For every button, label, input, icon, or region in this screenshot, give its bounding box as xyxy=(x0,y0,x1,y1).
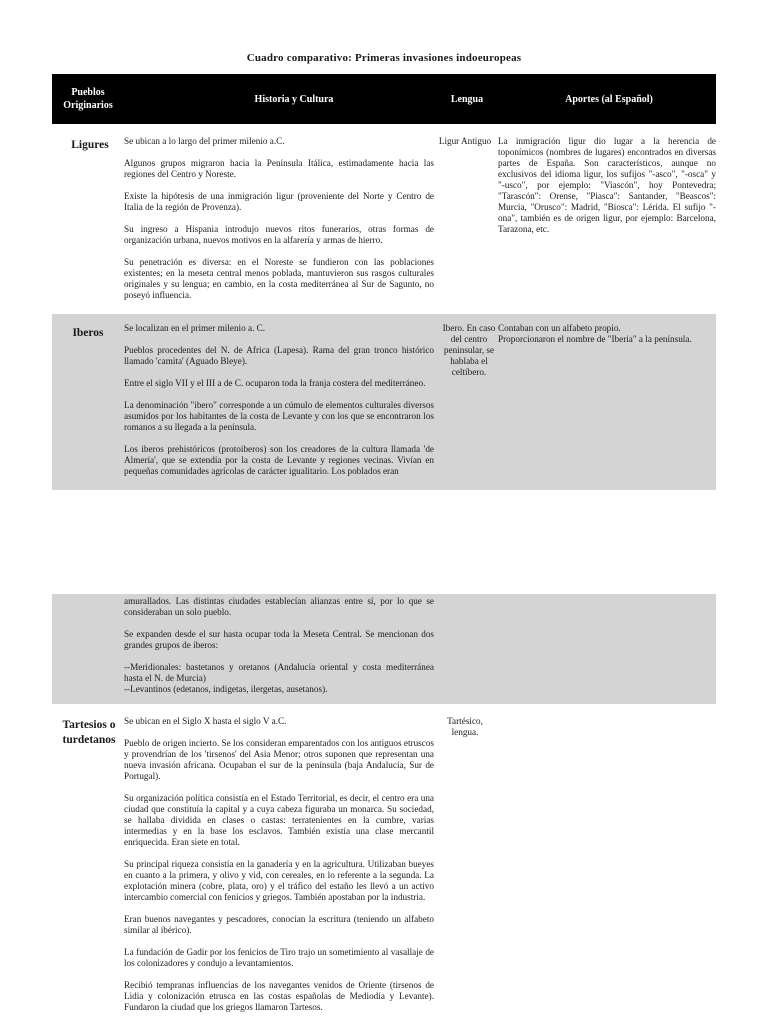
paragraph: Recibió tempranas influencias de los navegantes venidos de Oriente (tirsenos de Lidia y colonización etrusca en las costas españolas de Mediodía y Levante). Fundaron la ciudad que los griegos llamaron Tartesos. xyxy=(124,980,434,1012)
header-pueblos: Pueblos Originarios xyxy=(63,87,113,111)
paragraph: Contaban con un alfabeto propio. xyxy=(498,323,621,333)
paragraph: La fundación de Gadir por los fenicios de Tiro trajo un sometimiento al vasallaje de los colonizadores y condujo a levantamientos. xyxy=(124,947,434,968)
header-historia: Historia y Cultura xyxy=(254,93,334,105)
lengua-ligures: Ligur Antiguo xyxy=(438,136,492,146)
historia-iberos-top xyxy=(124,323,434,489)
paragraph: Los iberos prehistóricos (protoiberos) son los creadores de la cultura llamada 'de Almería', que se extendía por la costa de Levante y regiones vecinas. Vivían en pequeñas comunidades agrícolas de carácter igualitario. Los poblados eran xyxy=(124,444,434,476)
aportes-iberos xyxy=(498,323,716,345)
paragraph: Se ubican a lo largo del primer milenio a.C. xyxy=(124,136,285,146)
paragraph: Existe la hipótesis de una inmigración ligur (proveniente del Norte y Centro de Italia de la región de Provenza). xyxy=(124,191,434,212)
paragraph: amurallados. Las distintas ciudades establecían alianzas entre sí, por lo que se consideraban un solo pueblo. xyxy=(124,596,434,617)
paragraph: --Meridionales: bastetanos y oretanos (Andalucía oriental y costa mediterránea hasta el N. de Murcia) --Levantinos (edetanos, indigetas, ilergetas, ausetanos). xyxy=(124,662,434,694)
paragraph: La denominación "ibero" corresponde a un cúmulo de elementos culturales diversos asumidos por los habitantes de la costa de Levante y con los que se encontraron los romanos a su llegada a la península. xyxy=(124,400,434,432)
paragraph: Proporcionaron el nombre de "Iberia" a la península. xyxy=(498,334,692,344)
paragraph: Su ingreso a Hispania introdujo nuevos ritos funerarios, otras formas de organización urbana, nuevos motivos en la alfarería y armas de hierro. xyxy=(124,224,434,245)
paragraph: Su principal riqueza consistía en la ganadería y en la agricultura. Utilizaban bueyes en cuanto a la primera, y olivo y vid, con cereales, en lo referente a la segunda. La explotación minera (cobre, plata, oro) y el tráfico del estaño les llevó a un activo intercambio comercial con fenicios y griegos. También apostaban por la industria. xyxy=(124,859,434,902)
paragraph: Se localizan en el primer milenio a. C. xyxy=(124,323,266,333)
paragraph: Su penetración es diversa: en el Noreste se fundieron con las poblaciones existentes; en la meseta central menos poblada, mantuvieron sus rasgos culturales originales y su lengua; en cambio, en la costa mediterránea al Sur de Sagunto, no poseyó influencia. xyxy=(124,257,434,300)
paragraph: Pueblo de origen incierto. Se los consideran emparentados con los antiguos etruscos y provendrían de los 'tirsenos' del Asia Menor; otros suponen que representan una nueva invasión africana. Ocupaban el sur de la península (baja Andalucía, Sur de Portugal). xyxy=(124,738,434,781)
paragraph: La inmigración ligur dio lugar a la herencia de toponímicos (nombres de lugares) encontrados en diversas partes de España. Son característicos, aunque no exclusivos del idioma ligur, los sufijos "-asco", "-osca" y "-usco", por ejemplo: "Viascón", hoy Pontevedra; "Tarascón": Orense, "Piasca": Santander, "Beascos": Murcia, "Orusco": Madrid, "Biosca": Lérida. El sufijo "-ona", también es de origen ligur, por ejemplo: Barcelona, Tarazona, etc. xyxy=(498,136,716,234)
document-title: Cuadro comparativo: Primeras invasiones indoeuropeas xyxy=(246,52,522,64)
pueblo-tartesios: Tartesios o turdetanos xyxy=(62,719,116,746)
aportes-ligures xyxy=(498,136,716,235)
header-aportes: Aportes (al Español) xyxy=(565,93,653,105)
paragraph: Se expanden desde el sur hasta ocupar toda la Meseta Central. Se mencionan dos grandes grupos de iberos: xyxy=(124,629,434,650)
paragraph: Se ubican en el Siglo X hasta el siglo V a.C. xyxy=(124,716,287,726)
paragraph: Entre el siglo VII y el III a de C. ocuparon toda la franja costera del mediterráneo. xyxy=(124,378,426,388)
paragraph: Su organización política consistía en el Estado Territorial, es decir, el centro era una ciudad que constituía la capital y a cuya cabeza figuraba un monarca. Su sociedad, se hallaba dividida en clases o castas: terratenientes en la cumbre, varias intermedias y en la base los esclavos. También existía una clase mercantil enriquecida. Eran siete en total. xyxy=(124,793,434,847)
lengua-tartesios: Tartésico, lengua. xyxy=(447,716,483,737)
paragraph: Eran buenos navegantes y pescadores, conocían la escritura (teniendo un alfabeto similar al ibérico). xyxy=(124,914,434,935)
historia-ligures xyxy=(124,136,434,312)
pueblo-iberos: Iberos xyxy=(72,327,104,339)
pueblo-ligures: Ligures xyxy=(71,139,109,151)
paragraph: Pueblos procedentes del N. de Africa (Lapesa). Rama del gran tronco histórico llamado 'camita' (Aguado Bleye). xyxy=(124,345,434,366)
lengua-iberos: Ibero. En caso del centro peninsular, se hablaba el celtíbero. xyxy=(442,323,496,377)
paragraph: Algunos grupos migraron hacia la Península Itálica, estimadamente hacia las regiones del Centro y Noreste. xyxy=(124,158,434,179)
historia-tartesios xyxy=(124,716,434,1024)
table-header xyxy=(52,74,716,124)
historia-iberos-bottom xyxy=(124,596,434,706)
header-lengua: Lengua xyxy=(450,93,484,105)
